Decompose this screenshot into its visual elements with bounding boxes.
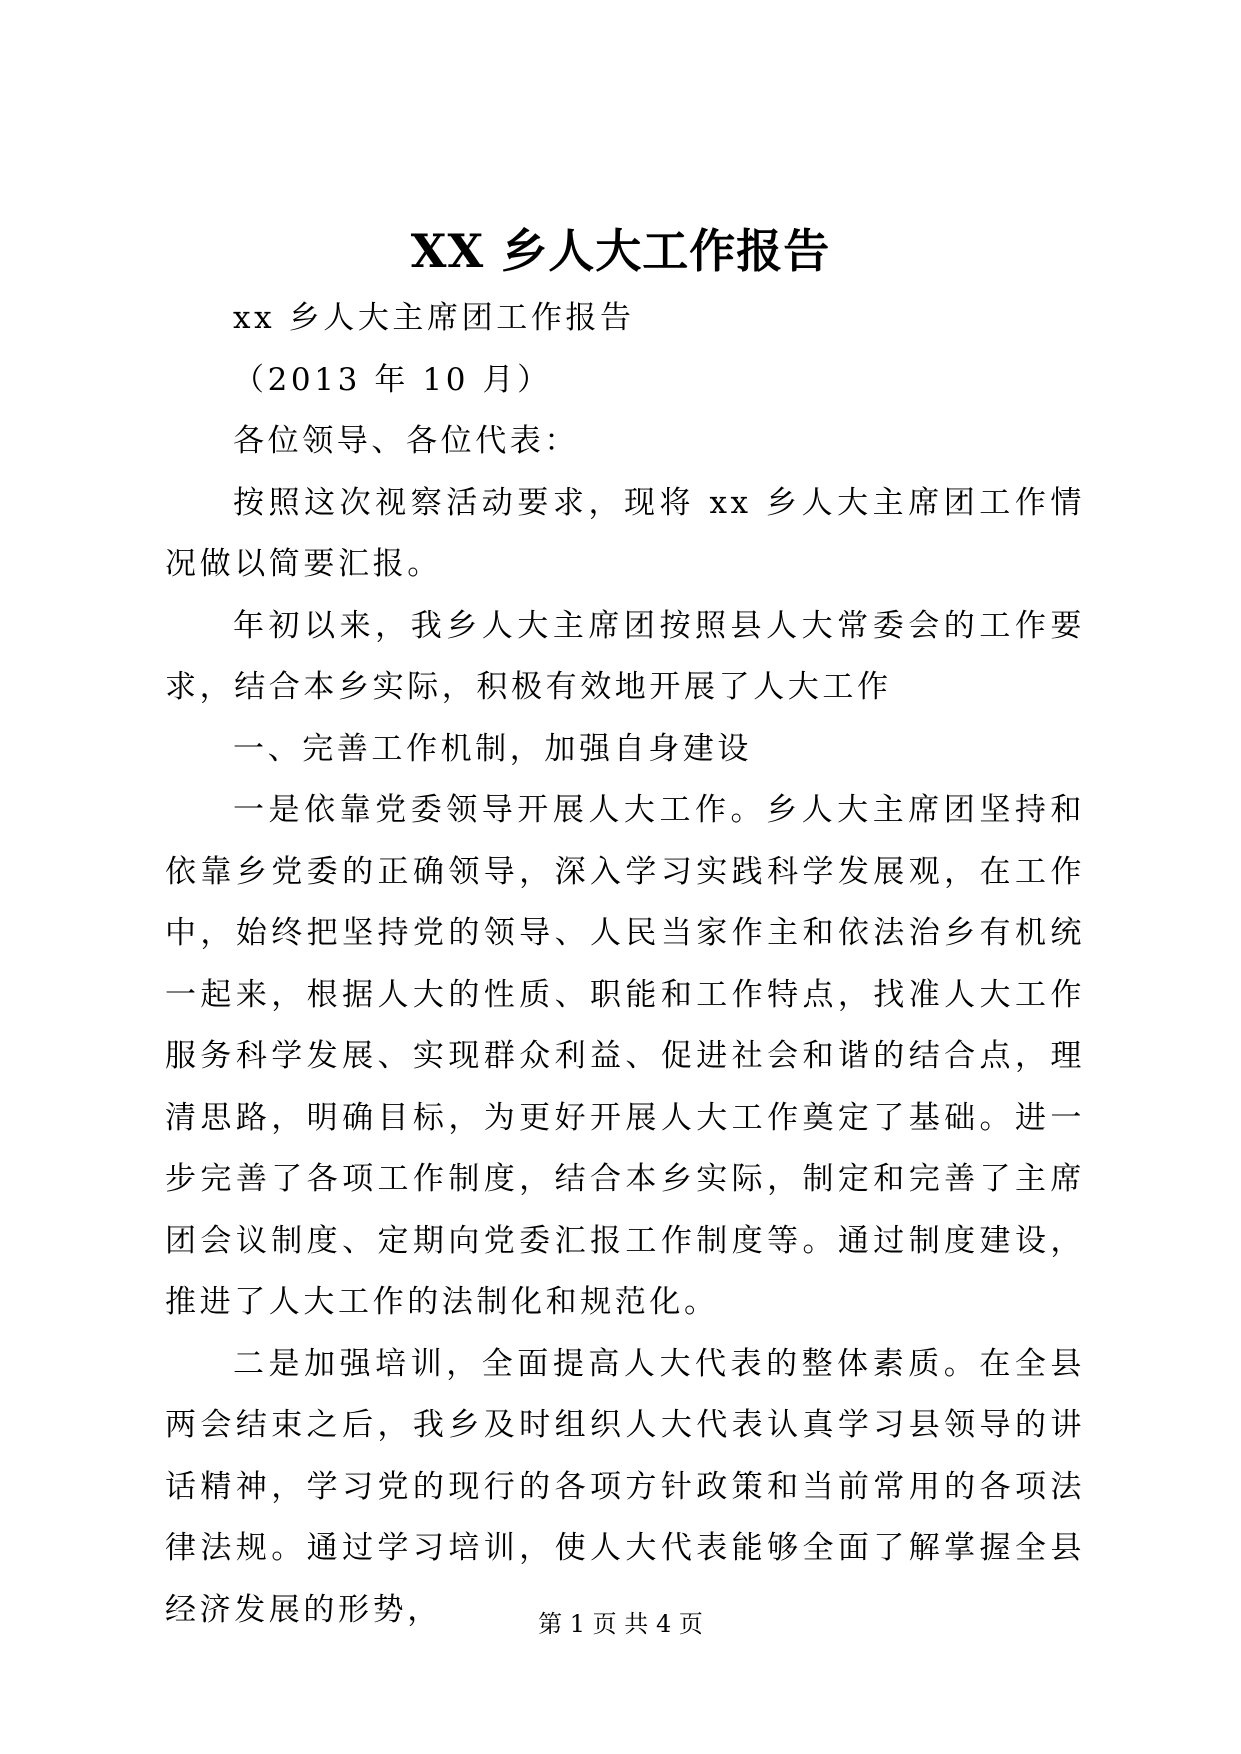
document-body — [165, 288, 1085, 1641]
salutation-paragraph: 各位领导、各位代表： — [233, 423, 579, 459]
subtitle-paragraph: xx 乡人大主席团工作报告 — [233, 300, 635, 336]
page-footer: 第 1 页 共 4 页 — [538, 1610, 703, 1638]
section-heading: 一、完善工作机制，加强自身建设 — [233, 730, 752, 767]
date-paragraph: （2013 年 10 月） — [233, 361, 552, 398]
document-title: XX 乡人大工作报告 — [410, 224, 831, 278]
body-paragraph: 按照这次视察活动要求，现将 xx 乡人大主席团工作情况做以简要汇报。 — [165, 484, 1085, 582]
body-paragraph: 年初以来，我乡人大主席团按照县人大常委会的工作要求，结合本乡实际，积极有效地开展了人大工作 — [165, 607, 1085, 705]
body-paragraph: 二是加强培训，全面提高人大代表的整体素质。在全县两会结束之后，我乡及时组织人大代表认真学习县领导的讲话精神，学习党的现行的各项方针政策和当前常用的各项法律法规。通过学习培训，使人大代表能够全面了解掌握全县经济发展的形势， — [165, 1345, 1085, 1628]
body-paragraph: 一是依靠党委领导开展人大工作。乡人大主席团坚持和依靠乡党委的正确领导，深入学习实践科学发展观，在工作中，始终把坚持党的领导、人民当家作主和依法治乡有机统一起来，根据人大的性质、职能和工作特点，找准人大工作服务科学发展、实现群众利益、促进社会和谐的结合点，理清思路，明确目标，为更好开展人大工作奠定了基础。进一步完善了各项工作制度，结合本乡实际，制定和完善了主席团会议制度、定期向党委汇报工作制度等。通过制度建设，推进了人大工作的法制化和规范化。 — [165, 792, 1085, 1320]
